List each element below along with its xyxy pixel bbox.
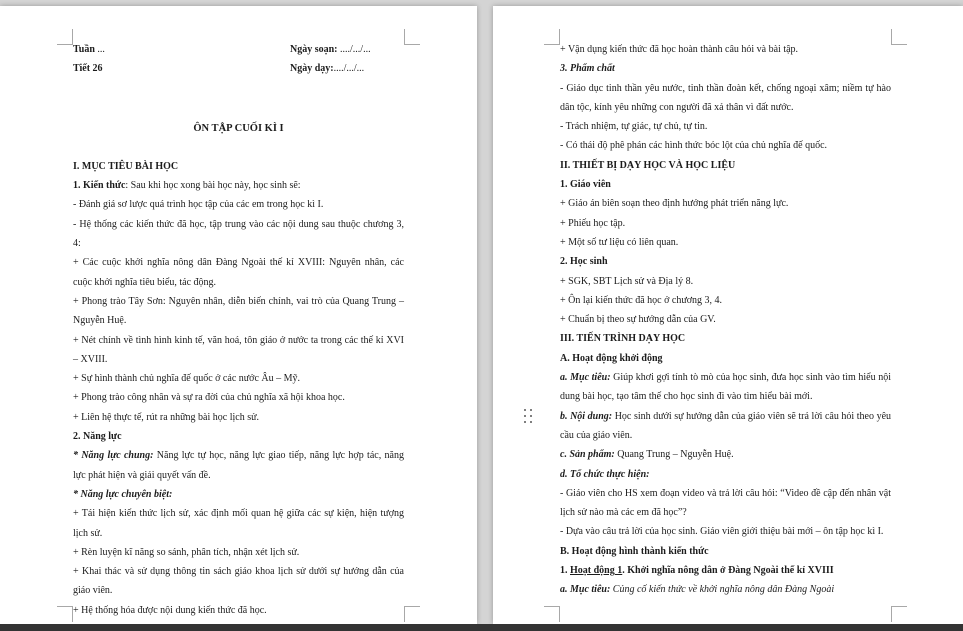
document-title: ÔN TẬP CUỐI KÌ I [193, 122, 284, 134]
paragraph: + Nét chính về tình hình kinh tế, văn hoá, tôn giáo ở nước ta trong các thế kỉ XVI – XVIII. [73, 334, 404, 365]
text-boundary-mark-bottom-left [544, 606, 560, 622]
paragraph: - Đánh giá sơ lược quá trình học tập của các em trong học kì I. [73, 199, 324, 211]
paragraph: + Giáo án biên soạn theo định hướng phát triển năng lực. [560, 198, 789, 210]
drag-handle-dot [524, 409, 526, 411]
text-boundary-mark-bottom-right [891, 606, 907, 622]
text-boundary-mark-bottom-left [57, 606, 73, 622]
paragraph: 2. Học sinh [560, 256, 608, 268]
paragraph: - Hệ thống các kiến thức đã học, tập trung vào các nội dung sau thuộc chương 3, 4: [73, 218, 404, 250]
paragraph: 1. Hoạt động 1. Khởi nghĩa nông dân ở Đàng Ngoài thế kỉ XVIII [560, 565, 834, 577]
page-1-content [73, 40, 404, 620]
paragraph: a. Mục tiêu: Giúp khơi gợi tính tò mò của học sinh, đưa học sinh vào tìm hiểu nội dung bài học, tạo tâm thế cho học sinh đi vào tìm hiểu bài mới. [560, 372, 891, 403]
paragraph: + Chuẩn bị theo sự hướng dẫn của GV. [560, 314, 716, 326]
page-2-content [560, 40, 891, 600]
paragraph: + Khai thác và sử dụng thông tin sách giáo khoa lịch sử dưới sự hướng dẫn của giáo viên. [73, 566, 404, 597]
paragraph: 1. Kiến thức: Sau khi học xong bài học này, học sinh sẽ: [73, 180, 301, 192]
paragraph: - Dựa vào câu trả lời của học sinh. Giáo viên giới thiệu bài mới – ôn tập học kì I. [560, 526, 884, 538]
paragraph: + SGK, SBT Lịch sử và Địa lý 8. [560, 275, 694, 287]
paragraph: - Giáo viên cho HS xem đoạn video và trả lời câu hỏi: “Video đề cập đến nhân vật lịch sử nào mà các em đã học”? [560, 487, 891, 519]
paragraph: B. Hoạt động hình thành kiến thức [560, 545, 709, 557]
text-boundary-mark-top-right [404, 29, 420, 45]
period-label: Tiết 26 [73, 63, 103, 75]
paragraph: + Các cuộc khởi nghĩa nông dân Đàng Ngoài thế kỉ XVIII: Nguyên nhân, các cuộc khởi nghĩa tiêu biểu, tác động. [73, 257, 404, 288]
date-taught-label: Ngày dạy:..../.../... [290, 63, 365, 75]
paragraph: 3. Phẩm chất [560, 63, 615, 75]
text-boundary-mark-bottom-right [404, 606, 420, 622]
text-boundary-mark-top-left [57, 29, 73, 45]
paragraph: 2. Năng lực [73, 431, 122, 443]
page-1-paragraphs [73, 157, 404, 620]
paragraph: + Ôn lại kiến thức đã học ở chương 3, 4. [560, 294, 723, 306]
paragraph: + Rèn luyện kĩ năng so sánh, phân tích, nhận xét lịch sử. [73, 546, 300, 558]
paragraph: - Có thái độ phê phán các hình thức bóc lột của chủ nghĩa đế quốc. [560, 140, 828, 152]
week-label: Tuần ... [73, 44, 105, 55]
header-row-period [73, 59, 404, 78]
page-2[interactable] [493, 6, 963, 624]
paragraph: I. MỤC TIÊU BÀI HỌC [73, 160, 179, 172]
page-1[interactable] [0, 6, 477, 624]
paragraph: + Tái hiện kiến thức lịch sử, xác định mối quan hệ giữa các sự kiện, hiện tượng lịch sử. [73, 508, 404, 539]
paragraph: A. Hoạt động khởi động [560, 352, 663, 364]
drag-handle-icon[interactable] [524, 409, 533, 424]
paragraph: + Phong trào Tây Sơn: Nguyên nhân, diễn biến chính, vai trò của Quang Trung – Nguyễn Huệ. [73, 295, 404, 327]
paragraph: + Hệ thống hóa được nội dung kiến thức đã học. [73, 604, 267, 616]
text-boundary-mark-top-right [891, 29, 907, 45]
paragraph: + Vận dụng kiến thức đã học hoàn thành câu hỏi và bài tập. [560, 44, 799, 55]
paragraph: 1. Giáo viên [560, 179, 611, 191]
header-row-week [73, 40, 404, 59]
bottom-bar [0, 624, 963, 631]
paragraph: a. Mục tiêu: Củng cố kiến thức về khởi nghĩa nông dân Đàng Ngoài [560, 584, 835, 596]
paragraph: b. Nội dung: Học sinh dưới sự hướng dẫn của giáo viên sẽ trả lời câu hỏi theo yêu cầu của giáo viên. [560, 410, 892, 441]
page-2-paragraphs [560, 40, 891, 600]
paragraph: III. TIẾN TRÌNH DẠY HỌC [560, 333, 686, 345]
paragraph: * Năng lực chuyên biệt: [73, 488, 173, 500]
paragraph: + Liên hệ thực tế, rút ra những bài học lịch sử. [73, 411, 260, 423]
paragraph: + Phiếu học tập. [560, 217, 626, 229]
paragraph: d. Tổ chức thực hiện: [560, 468, 650, 480]
paragraph: - Trách nhiệm, tự giác, tự chủ, tự tin. [560, 121, 708, 133]
paragraph: + Phong trào công nhân và sự ra đời của chủ nghĩa xã hội khoa học. [73, 392, 345, 404]
paragraph: c. Sản phẩm: Quang Trung – Nguyễn Huệ. [560, 449, 734, 461]
text-boundary-mark-top-left [544, 29, 560, 45]
paragraph: + Một số tư liệu có liên quan. [560, 236, 679, 248]
paragraph: - Giáo dục tinh thần yêu nước, tinh thần đoàn kết, chống ngoại xâm; niềm tự hào dân tộc, kính yêu những con người đã xả thân vì đất nước. [560, 82, 891, 113]
paragraph: II. THIẾT BỊ DẠY HỌC VÀ HỌC LIỆU [560, 159, 736, 171]
date-prepared-label: Ngày soạn: ..../.../... [290, 44, 371, 55]
paragraph: * Năng lực chung: Năng lực tự học, năng lực giao tiếp, năng lực hợp tác, năng lực phát hiện và giải quyết vấn đề. [73, 450, 404, 481]
paragraph: + Sự hình thành chủ nghĩa đế quốc ở các nước Âu – Mỹ. [73, 373, 301, 385]
